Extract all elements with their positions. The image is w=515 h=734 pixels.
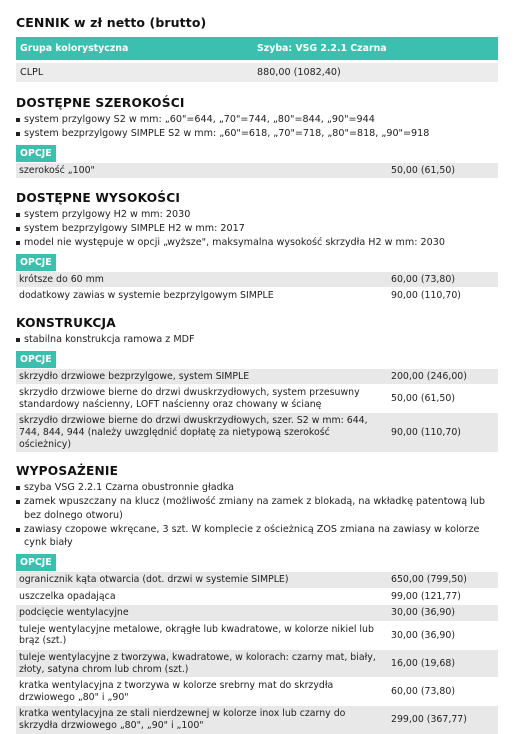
option-label: kratka wentylacyjna ze stali nierdzewnej w kolorze inox lub czarny do skrzydła drzwiowego „80", „90" i „100": [16, 706, 387, 734]
bullet-item: zawiasy czopowe wkręcane, 3 szt. W komplecie z ościeżnicą ZOS zmiana na zawiasy w kolorze cynk biały: [16, 523, 498, 551]
price-table-row: [16, 63, 498, 82]
section-heading: DOSTĘPNE WYSOKOŚCI: [16, 191, 181, 206]
option-label: dodatkowy zawias w systemie bezprzylgowym SIMPLE: [16, 288, 387, 304]
options-table: [16, 162, 498, 179]
option-price: 90,00 (110,70): [387, 288, 498, 304]
color-group-value: CLPL: [20, 67, 44, 78]
options-badge: OPCJE: [16, 351, 56, 368]
section-heights: [16, 191, 498, 304]
option-label: ogranicznik kąta otwarcia (dot. drzwi w systemie SIMPLE): [16, 572, 387, 589]
options-badge: OPCJE: [16, 145, 56, 162]
option-label: tuleje wentylacyjne metalowe, okrągłe lub kwadratowe, w kolorze nikiel lub brąz (szt.): [16, 621, 387, 649]
bullet-item: stabilna konstrukcja ramowa z MDF: [16, 333, 498, 347]
option-price: 50,00 (61,50): [387, 162, 498, 178]
option-price: 200,00 (246,00): [387, 368, 498, 385]
option-row: [16, 368, 498, 385]
section-widths: [16, 96, 498, 178]
option-row: [16, 650, 498, 678]
bullet-item: model nie występuje w opcji „wyższe", maksymalna wysokość skrzydła H2 w mm: 2030: [16, 236, 498, 250]
section-construction: [16, 316, 498, 452]
option-price: 30,00 (36,90): [387, 605, 498, 622]
option-price: 30,00 (36,90): [387, 621, 498, 649]
option-row: [16, 288, 498, 304]
bullet-list: [16, 208, 498, 249]
section-heading: WYPOSAŻENIE: [16, 464, 119, 479]
option-label: podcięcie wentylacyjne: [16, 605, 387, 622]
option-price: 650,00 (799,50): [387, 572, 498, 589]
option-row: [16, 271, 498, 288]
option-row: [16, 605, 498, 622]
option-price: 16,00 (19,68): [387, 650, 498, 678]
bullet-item: system przylgowy S2 w mm: „60"=644, „70"=744, „80"=844, „90"=944: [16, 113, 498, 127]
bullet-item: system bezprzylgowy SIMPLE S2 w mm: „60"=618, „70"=718, „80"=818, „90"=918: [16, 127, 498, 141]
bullet-list: [16, 333, 498, 347]
bullet-list: [16, 113, 498, 141]
price-table-header: [16, 37, 498, 60]
option-row: [16, 413, 498, 452]
options-badge: OPCJE: [16, 254, 56, 271]
option-row: [16, 621, 498, 649]
options-table: [16, 271, 498, 304]
price-table: [16, 37, 498, 82]
options-badge: OPCJE: [16, 554, 56, 571]
section-heading: DOSTĘPNE SZEROKOŚCI: [16, 96, 185, 110]
option-price: 99,00 (121,77): [387, 588, 498, 605]
section-heading: KONSTRUKCJA: [16, 315, 116, 330]
option-label: skrzydło drzwiowe bierne do drzwi dwuskrzydłowych, system przesuwny standardowy naścienny, LOFT naścienny oraz chowany w ścianę: [16, 385, 387, 413]
header-glass: Szyba: VSG 2.2.1 Czarna: [257, 43, 387, 54]
option-label: uszczelka opadająca: [16, 588, 387, 605]
option-price: 60,00 (73,80): [387, 271, 498, 288]
option-label: skrzydło drzwiowe bierne do drzwi dwuskrzydłowych, szer. S2 w mm: 644, 744, 844, 944 (należy uwzględnić dopłatę za nietypową szerokość ościeżnicy): [16, 413, 387, 452]
option-label: kratka wentylacyjna z tworzywa w kolorze srebrny mat do skrzydła drzwiowego „80" i „90": [16, 678, 387, 706]
option-row: [16, 706, 498, 734]
option-row: [16, 162, 498, 178]
option-label: skrzydło drzwiowe bezprzylgowe, system SIMPLE: [16, 368, 387, 385]
option-price: 50,00 (61,50): [387, 385, 498, 413]
options-table: [16, 368, 498, 453]
option-row: [16, 588, 498, 605]
option-label: szerokość „100": [16, 162, 387, 178]
option-price: 60,00 (73,80): [387, 678, 498, 706]
bullet-item: system bezprzylgowy SIMPLE H2 w mm: 2017: [16, 222, 498, 236]
section-equipment: [16, 464, 498, 734]
price-value: 880,00 (1082,40): [257, 67, 341, 78]
page-title: CENNIK w zł netto (brutto): [16, 15, 207, 30]
bullet-item: szyba VSG 2.2.1 Czarna obustronnie gładka: [16, 481, 498, 495]
header-color-group: Grupa kolorystyczna: [20, 43, 129, 54]
bullet-list: [16, 481, 498, 550]
option-row: [16, 572, 498, 589]
options-table: [16, 571, 498, 734]
option-label: tuleje wentylacyjne z tworzywa, kwadratowe, w kolorach: czarny mat, biały, złoty, satyna chrom lub chrom (szt.): [16, 650, 387, 678]
bullet-item: system przylgowy H2 w mm: 2030: [16, 208, 498, 222]
option-label: krótsze do 60 mm: [16, 271, 387, 288]
option-row: [16, 678, 498, 706]
option-price: 299,00 (367,77): [387, 706, 498, 734]
option-row: [16, 385, 498, 413]
option-price: 90,00 (110,70): [387, 413, 498, 452]
bullet-item: zamek wpuszczany na klucz (możliwość zmiany na zamek z blokadą, na wkładkę patentową lub bez dolnego otworu): [16, 495, 498, 523]
